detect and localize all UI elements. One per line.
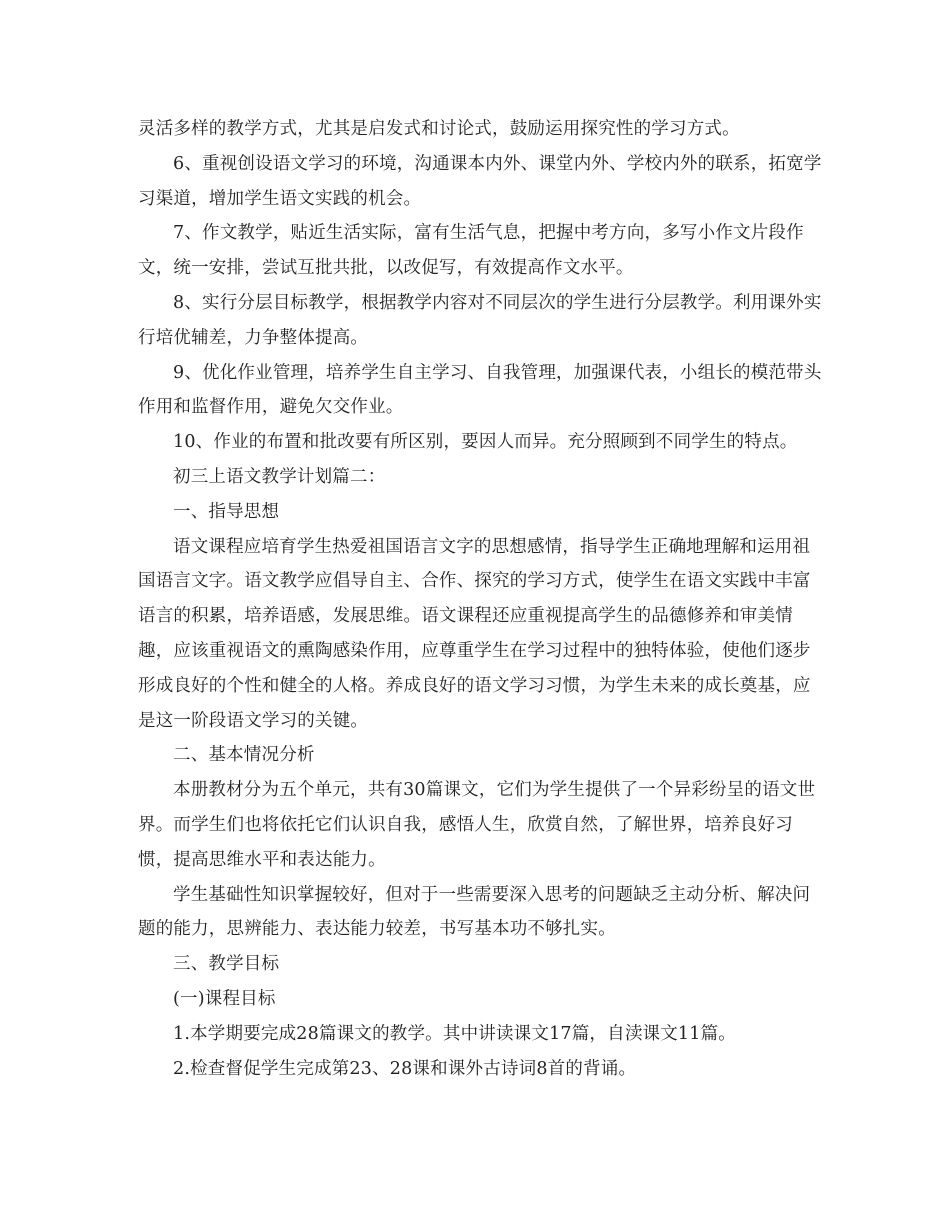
heading-guiding-ideology: 一、指导思想 bbox=[173, 501, 280, 522]
goal-item-2: 2.检查督促学生完成第23、28课和课外古诗词8首的背诵。 bbox=[173, 1058, 637, 1079]
paragraph-2: 6、重视创设语文学习的环境，沟通课本内外、课堂内外、学校内外的联系，拓宽学习渠道，增加学生语文实践的机会。 bbox=[138, 153, 822, 209]
paragraph-5: 9、优化作业管理，培养学生自主学习、自我管理，加强课代表，小组长的模范带头作用和监督作用，避免欠交作业。 bbox=[138, 362, 822, 418]
paragraph-3: 7、作文教学，贴近生活实际，富有生活气息，把握中考方向，多写小作文片段作文，统一安排，尝试互批共批，以改促写，有效提高作文水平。 bbox=[138, 223, 804, 279]
heading-basic-analysis: 二、基本情况分析 bbox=[173, 745, 315, 766]
paragraph-6: 10、作业的布置和批改要有所区别，要因人而异。充分照顾到不同学生的特点。 bbox=[173, 432, 798, 453]
paragraph-textbook: 本册教材分为五个单元，共有30篇课文，它们为学生提供了一个异彩纷呈的语文世界。而学生们也将依托它们认识自我，感悟人生，欣赏自然，了解世界，培养良好习惯，提高思维水平和表达能力。 bbox=[138, 780, 816, 870]
paragraph-1: 灵活多样的教学方式，尤其是启发式和讨论式，鼓励运用探究性的学习方式。 bbox=[138, 119, 740, 139]
section-title-plan-two: 初三上语文教学计划篇二： bbox=[173, 466, 386, 487]
paragraph-4: 8、实行分层目标教学，根据教学内容对不同层次的学生进行分层教学。利用课外实行培优辅差，力争整体提高。 bbox=[138, 292, 822, 348]
paragraph-students: 学生基础性知识掌握较好，但对于一些需要深入思考的问题缺乏主动分析、解决问题的能力，思辨能力、表达能力较差，书写基本功不够扎实。 bbox=[138, 884, 811, 940]
heading-teaching-goals: 三、教学目标 bbox=[173, 954, 280, 975]
document-body bbox=[138, 112, 822, 1086]
paragraph-guiding-ideology: 语文课程应培育学生热爱祖国语言文字的思想感情，指导学生正确地理解和运用祖国语言文字。语文教学应倡导自主、合作、探究的学习方式，使学生在语文实践中丰富语言的积累，培养语感，发展思维。语文课程还应重视提高学生的品德修养和审美情趣，应该重视语文的熏陶感染作用，应尊重学生在学习过程中的独特体验，使他们逐步形成良好的个性和健全的人格。养成良好的语文学习习惯，为学生未来的成长奠基，应是这一阶段语文学习的关键。 bbox=[138, 536, 811, 731]
goal-item-1: 1.本学期要完成28篇课文的教学。其中讲读课文17篇，自渎课文11篇。 bbox=[173, 1023, 736, 1044]
heading-course-goals: (一)课程目标 bbox=[173, 988, 276, 1009]
